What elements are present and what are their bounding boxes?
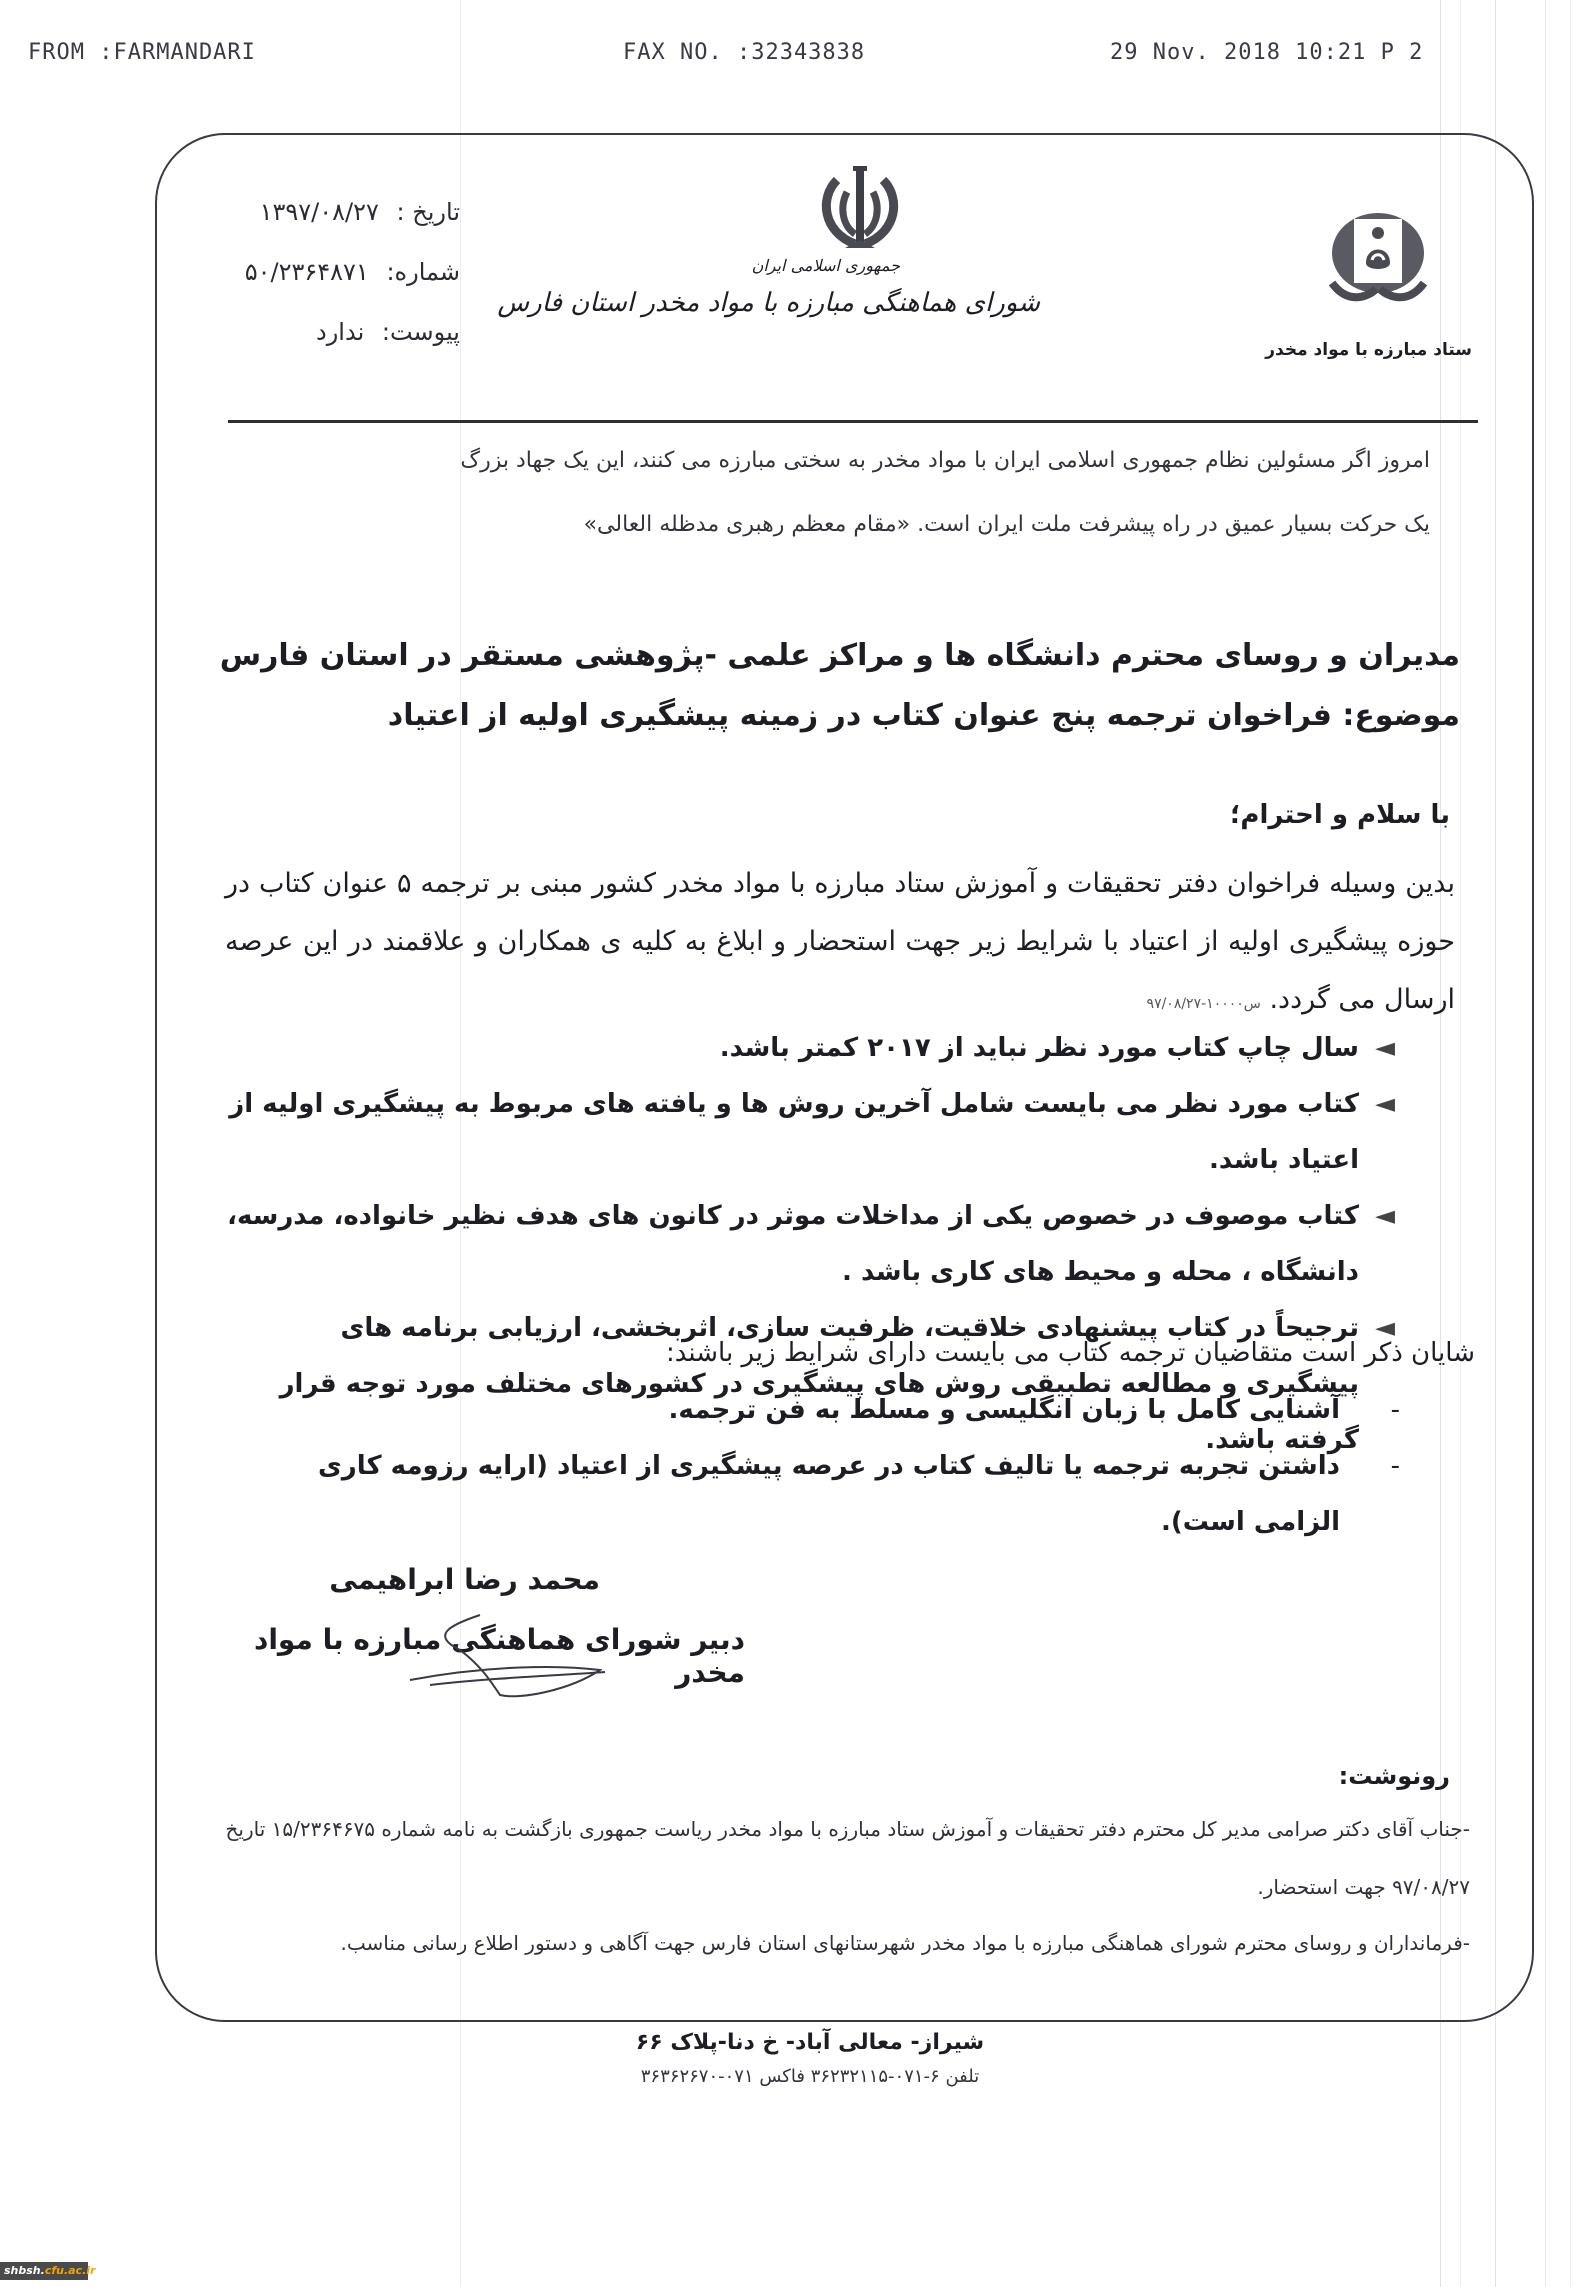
logo-caption: ستاد مبارزه با مواد مخدر [1265, 340, 1472, 360]
body-reference: س۱۰۰۰۰-۹۷/۰۸/۲۷ [1146, 996, 1261, 1012]
body-paragraph [225, 855, 1455, 1033]
republic-title: جمهوری اسلامی ایران [751, 256, 900, 275]
scan-artifact-line [1545, 0, 1546, 2287]
cc-item: -جناب آقای دکتر صرامی مدیر کل محترم دفتر تحقیقات و آموزش ستاد مبارزه با مواد مخدر ریاست جمهوری بازگشت به نامه شماره ۱۵/۲۳۶۴۶۷۵ تاریخ ۹۷/۰۸/۲۷ جهت استحضار. [225, 1817, 1470, 1899]
footer-phone-fax: تلفن ۶-۰۷۱-۳۶۲۳۲۱۱۵ فاکس ۰۷۱-۳۶۳۶۲۶۷۰ [640, 2066, 980, 2087]
dash-bullet-icon: - [1390, 1451, 1400, 1481]
council-title: شورای هماهنگی مبارزه با مواد مخدر استان فارس [497, 288, 1040, 318]
arrow-bullet-icon: ◄ [1375, 1201, 1395, 1231]
attachment-row [220, 318, 460, 346]
arrow-bullet-icon: ◄ [1375, 1313, 1395, 1343]
footer-address: شیراز- معالی آباد- خ دنا-پلاک ۶۶ [635, 2030, 985, 2055]
greeting: با سلام و احترام؛ [1229, 800, 1450, 830]
addressee: مدیران و روسای محترم دانشگاه ها و مراکز علمی -پژوهشی مستقر در استان فارس [219, 638, 1460, 673]
applicant-note: شایان ذکر است متقاضیان ترجمه کتاب می بایست دارای شرایط زیر باشند: [666, 1338, 1475, 1368]
header-divider [228, 420, 1478, 423]
fax-from: FROM :FARMANDARI [28, 40, 256, 65]
signatory-name: محمد رضا ابراهیمی [329, 1563, 600, 1596]
number-value: ۵۰/۲۳۶۴۸۷۱ [244, 258, 369, 286]
anti-narcotics-logo-icon [1318, 205, 1438, 315]
fax-datetime-page: 29 Nov. 2018 10:21 P 2 [1110, 40, 1424, 65]
attachment-value: ندارد [316, 318, 365, 346]
requirements-list [300, 1382, 1400, 1550]
cc-heading: رونوشت: [1338, 1762, 1450, 1790]
condition-item: ◄ کتاب مورد نظر می بایست شامل آخرین روش ها و یافته های مربوط به پیشگیری اولیه از اعتیاد باشد. [225, 1076, 1395, 1188]
date-label: تاریخ : [396, 198, 460, 226]
arrow-bullet-icon: ◄ [1375, 1089, 1395, 1119]
scan-artifact-line [1570, 0, 1571, 2287]
site-watermark: shbsh.cfu.ac.ir [0, 2262, 88, 2280]
iran-emblem-icon [815, 160, 905, 260]
dash-bullet-icon: - [1390, 1395, 1400, 1425]
signatory-title: دبیر شورای هماهنگی مبارزه با مواد مخدر [253, 1623, 745, 1689]
arrow-bullet-icon: ◄ [1375, 1033, 1395, 1063]
handwritten-signature [370, 1610, 630, 1700]
date-row [220, 198, 460, 258]
letter-meta [220, 198, 460, 346]
body-text: بدین وسیله فراخوان دفتر تحقیقات و آموزش ستاد مبارزه با مواد مخدر کشور مبنی بر ترجمه ۵ عنوان کتاب در حوزه پیشگیری اولیه از اعتیاد با شرایط زیر جهت استحضار و ابلاغ به کلیه ی همکاران و علاقمند در این عرصه ارسال می گردد. [225, 868, 1455, 1015]
date-value: ۱۳۹۷/۰۸/۲۷ [259, 198, 379, 226]
cc-item: -فرمانداران و روسای محترم شورای هماهنگی مبارزه با مواد مخدر شهرستانهای استان فارس جهت آگاهی و دستور اطلاع رسانی مناسب. [340, 1931, 1470, 1955]
condition-item: ◄ سال چاپ کتاب مورد نظر نباید از ۲۰۱۷ کمتر باشد. [225, 1020, 1395, 1076]
attachment-label: پیوست: [381, 318, 460, 346]
leader-quote-line-1: امروز اگر مسئولین نظام جمهوری اسلامی ایران با مواد مخدر به سختی مبارزه می کنند، این یک جهاد بزرگ [460, 448, 1430, 473]
leader-quote-line-2: یک حرکت بسیار عمیق در راه پیشرفت ملت ایران است. «مقام معظم رهبری مدظله العالی» [583, 512, 1430, 537]
subject: موضوع: فراخوان ترجمه پنج عنوان کتاب در زمینه پیشگیری اولیه از اعتیاد [387, 698, 1460, 733]
number-row [220, 258, 460, 318]
condition-item: ◄ کتاب موصوف در خصوص یکی از مداخلات موثر در کانون های هدف نظیر خانواده، مدرسه، دانشگاه ، محله و محیط های کاری باشد . [225, 1188, 1395, 1300]
fax-number: FAX NO. :32343838 [623, 40, 866, 65]
requirement-item: - داشتن تجربه ترجمه یا تالیف کتاب در عرصه پیشگیری از اعتیاد (ارایه رزومه کاری الزامی است). [300, 1438, 1400, 1550]
requirement-item: - آشنایی کامل با زبان انگلیسی و مسلط به فن ترجمه. [300, 1382, 1400, 1438]
condition-item: ◄ ترجیحاً در کتاب پیشنهادی خلاقیت، ظرفیت سازی، اثربخشی، ارزیابی برنامه های پیشگیری و مطالعه تطبیقی روش های پیشگیری در کشورهای مختلف مورد توجه قرار گرفته باشد. [225, 1300, 1395, 1468]
number-label: شماره: [386, 258, 460, 286]
